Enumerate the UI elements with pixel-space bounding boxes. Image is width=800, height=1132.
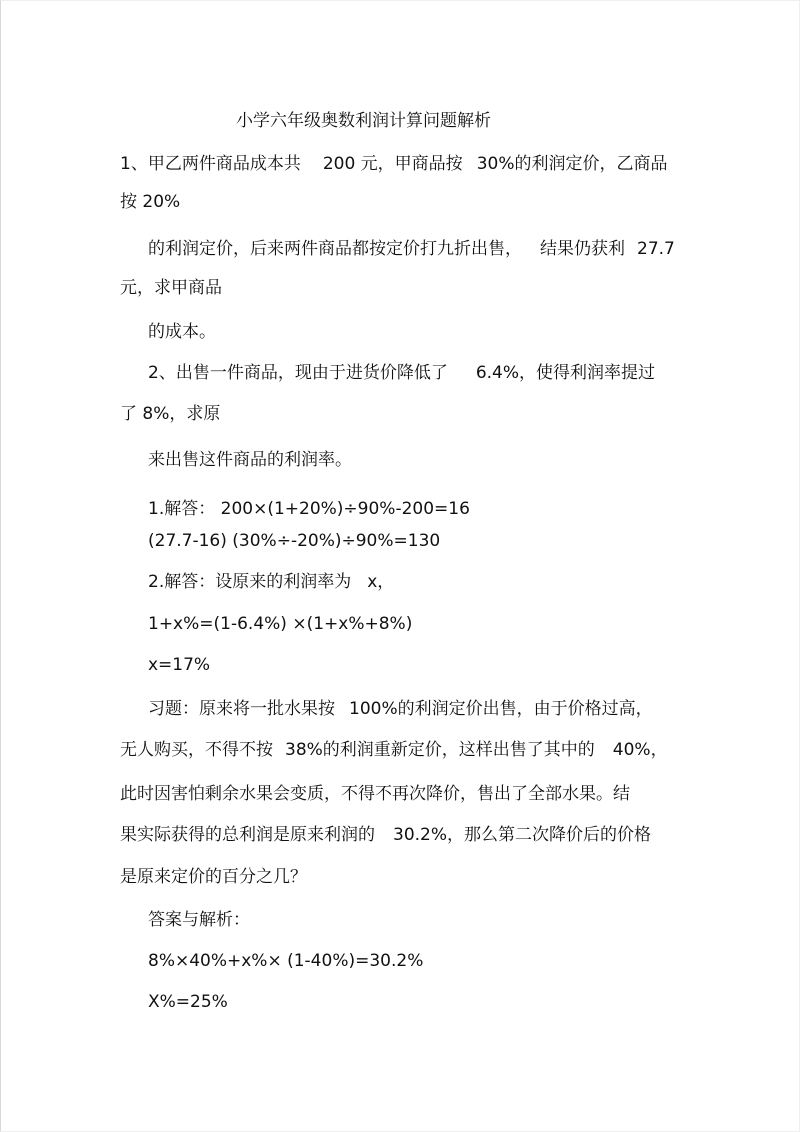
q1-line-4: 元，求甲商品 — [120, 278, 222, 298]
exercise-text-a: 习题：原来将一批水果按 — [148, 699, 335, 719]
q1-line-2: 按 20% — [120, 192, 181, 212]
q1-text-b: 200 元，甲商品按 — [322, 154, 463, 174]
answer-1-line-1: 1.解答： 200×(1+20%)÷90%-200=16 — [148, 499, 470, 519]
q2-line-1 — [148, 361, 655, 385]
exercise-text-d: 38%的利润重新定价，这样出售了其中的 — [285, 740, 595, 760]
solution-line-2: X%=25% — [148, 992, 228, 1012]
q1-text-c: 30%的利润定价，乙商品 — [476, 154, 668, 174]
answer-2-line-1 — [148, 570, 394, 594]
exercise-text-f: 果实际获得的总利润是原来利润的 — [120, 825, 375, 845]
q2-text-b: 6.4%，使得利润率提过 — [475, 363, 656, 383]
document-title: 小学六年级奥数利润计算问题解析 — [236, 111, 491, 131]
q1-text-f: 27.7 — [637, 239, 675, 259]
solution-heading: 答案与解析： — [148, 910, 250, 930]
q1-line-5: 的成本。 — [148, 322, 216, 342]
q1-text-d: 的利润定价，后来两件商品都按定价打九折出售， — [148, 239, 522, 259]
q1-text-e: 结果仍获利 — [540, 239, 625, 259]
exercise-line-1 — [148, 697, 653, 721]
answer-2-text-a: 2.解答：设原来的利润率为 — [148, 572, 352, 592]
exercise-text-g: 30.2%，那么第二次降价后的价格 — [393, 825, 652, 845]
q2-line-2: 了 8%，求原 — [120, 404, 221, 424]
exercise-text-e: 40%， — [612, 740, 668, 760]
answer-1-line-2: (27.7-16) (30%÷-20%)÷90%=130 — [148, 531, 441, 551]
answer-2-line-2: 1+x%=(1-6.4%) ×(1+x%+8%) — [148, 614, 413, 634]
solution-line-1: 8%×40%+x%× (1-40%)=30.2% — [148, 951, 424, 971]
exercise-text-b: 100%的利润定价出售，由于价格过高， — [349, 699, 653, 719]
answer-2-text-b: x， — [367, 572, 395, 592]
exercise-line-4 — [120, 823, 651, 847]
exercise-line-3: 此时因害怕剩余水果会变质，不得不再次降价，售出了全部水果。结 — [120, 784, 630, 804]
q1-line-3 — [148, 237, 675, 261]
q1-line-1 — [120, 152, 667, 176]
exercise-text-c: 无人购买，不得不按 — [120, 740, 273, 760]
q2-text-a: 2、出售一件商品，现由于进货价降低了 — [148, 363, 448, 383]
q2-line-3: 来出售这件商品的利润率。 — [148, 450, 352, 470]
q1-text-a: 1、甲乙两件商品成本共 — [120, 154, 301, 174]
exercise-line-5: 是原来定价的百分之几？ — [120, 867, 307, 887]
exercise-line-2 — [120, 738, 668, 762]
answer-2-line-3: x=17% — [148, 655, 211, 675]
